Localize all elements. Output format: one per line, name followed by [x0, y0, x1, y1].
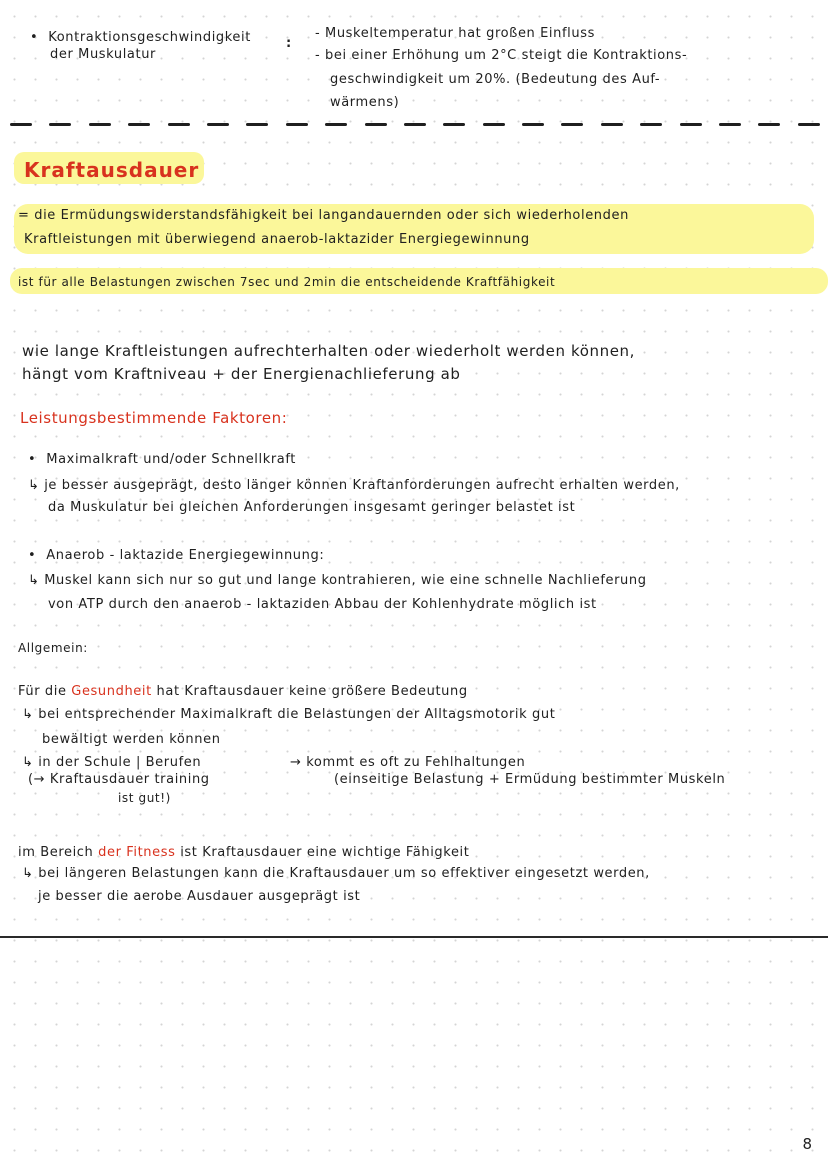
detail-line-3: geschwindigkeit um 20%. (Bedeutung des Auf-	[330, 72, 661, 87]
factors-heading: Leistungsbestimmende Faktoren:	[20, 409, 288, 427]
paragraph-line-1: wie lange Kraftleistungen aufrechterhalten oder wiederholt werden können,	[22, 342, 636, 360]
definition-line-1: = die Ermüdungswiderstandsfähigkeit bei langandauernden oder sich wiederholenden	[18, 208, 629, 223]
page-number: 8	[802, 1135, 812, 1153]
factor-1-title: • Maximalkraft und/oder Schnellkraft	[28, 452, 296, 468]
definition-line-2: Kraftleistungen mit überwiegend anaerob-laktazider Energiegewinnung	[24, 232, 530, 247]
section-title: Kraftausdauer	[24, 158, 200, 182]
detail-line-1: - Muskeltemperatur hat großen Einfluss	[315, 26, 595, 41]
detail-line-2: - bei einer Erhöhung um 2°C steigt die Kontraktions-	[315, 48, 688, 63]
dashed-divider	[10, 123, 820, 131]
general-line-4: ↳ in der Schule | Berufen	[22, 755, 202, 770]
factor-2-line-1: ↳ Muskel kann sich nur so gut und lange kontrahieren, wie eine schnelle Nachlieferung	[28, 573, 647, 588]
general-line-1: Für die Gesundheit hat Kraftausdauer keine größere Bedeutung	[18, 684, 468, 699]
general-line-5-right: (einseitige Belastung + Ermüdung bestimmter Muskeln	[334, 772, 726, 787]
general-label: Allgemein:	[18, 641, 88, 655]
general-line-4-arrow: → kommt es oft zu Fehlhaltungen	[290, 755, 526, 770]
factor-1-line-1: ↳ je besser ausgeprägt, desto länger können Kraftanforderungen aufrecht erhalten werden,	[28, 478, 680, 493]
general-line-5b: ist gut!)	[118, 791, 171, 805]
section-divider	[0, 936, 828, 938]
term-muskulatur: der Muskulatur	[50, 47, 156, 62]
factor-2-line-2: von ATP durch den anaerob - laktaziden Abbau der Kohlenhydrate möglich ist	[48, 597, 597, 612]
general-line-2: ↳ bei entsprechender Maximalkraft die Belastungen der Alltagsmotorik gut	[22, 707, 556, 722]
general-line-3: bewältigt werden können	[42, 732, 221, 747]
factor-1-line-2: da Muskulatur bei gleichen Anforderungen insgesamt geringer belastet ist	[48, 500, 576, 515]
term-kontraktionsgeschwindigkeit: • Kontraktionsgeschwindigkeit	[30, 30, 251, 46]
general-line-5: (→ Kraftausdauer training	[28, 772, 210, 787]
fitness-line-1: im Bereich der Fitness ist Kraftausdauer eine wichtige Fähigkeit	[18, 845, 470, 860]
relevance-line: ist für alle Belastungen zwischen 7sec und 2min die entscheidende Kraftfähigkeit	[18, 275, 556, 289]
factor-2-title: • Anaerob - laktazide Energiegewinnung:	[28, 548, 324, 564]
paragraph-line-2: hängt vom Kraftniveau + der Energienachlieferung ab	[22, 365, 461, 383]
detail-line-4: wärmens)	[330, 95, 400, 110]
fitness-line-3: je besser die aerobe Ausdauer ausgeprägt ist	[38, 889, 361, 904]
fitness-line-2: ↳ bei längeren Belastungen kann die Kraftausdauer um so effektiver eingesetzt werden,	[22, 866, 650, 881]
colon: :	[286, 36, 292, 51]
